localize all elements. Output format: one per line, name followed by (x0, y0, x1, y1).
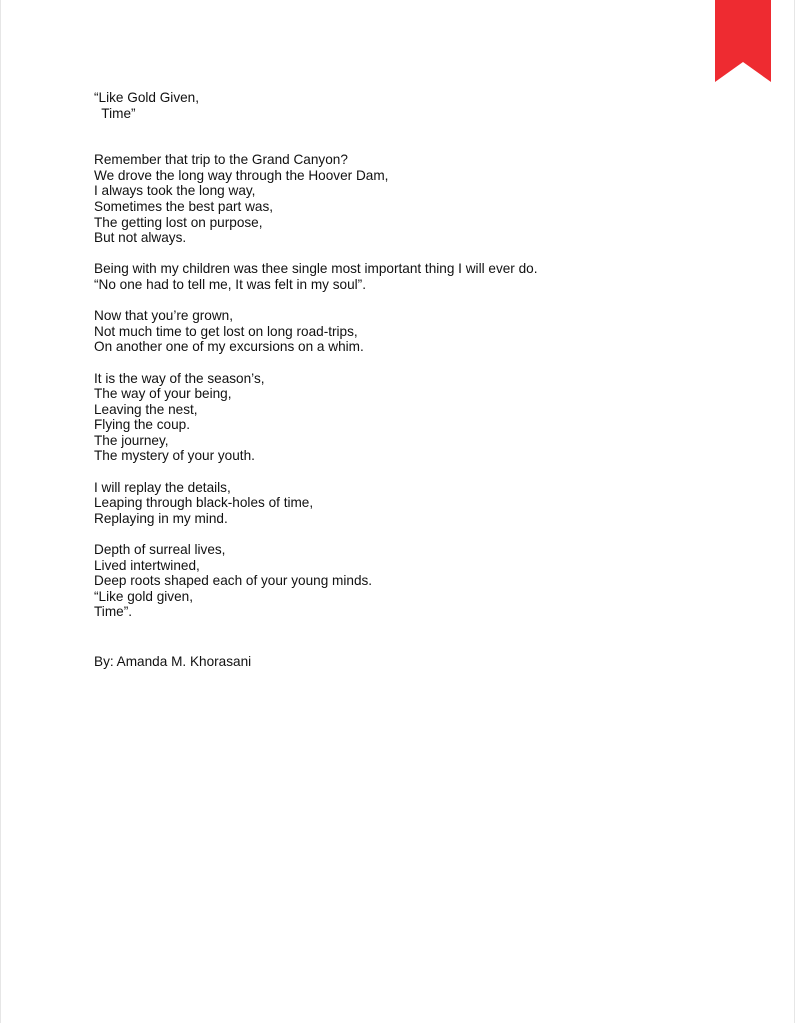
poem-line: Sometimes the best part was, (94, 198, 274, 214)
bookmark-ribbon-icon[interactable] (715, 0, 771, 82)
poem-line: Being with my children was thee single most important thing I will ever do. (94, 261, 538, 277)
poem-title-line: “Like Gold Given, (94, 90, 200, 105)
poem-line: Remember that trip to the Grand Canyon? (94, 152, 348, 168)
poem-line: On another one of my excursions on a whim. (94, 339, 364, 355)
poem-line: The journey, (94, 432, 169, 448)
poem-title-line: Time” (94, 105, 136, 121)
poem-line: But not always. (94, 230, 187, 246)
poem-line: We drove the long way through the Hoover Dam, (94, 167, 389, 183)
stanza (94, 152, 754, 246)
poem-line: “Like gold given, (94, 588, 193, 604)
poem-line: Now that you’re grown, (94, 308, 234, 324)
poem-line: Leaping through black-holes of time, (94, 495, 314, 511)
poem (94, 90, 754, 670)
poem-title (94, 90, 754, 121)
poem-line: Depth of surreal lives, (94, 542, 226, 558)
stanza (94, 308, 754, 355)
poem-line: Replaying in my mind. (94, 510, 228, 526)
poem-line: Deep roots shaped each of your young minds. (94, 573, 373, 589)
poem-line: The mystery of your youth. (94, 448, 255, 464)
poem-line: It is the way of the season’s, (94, 370, 265, 386)
stanza (94, 542, 754, 620)
stanza (94, 371, 754, 465)
poem-line: I always took the long way, (94, 183, 256, 199)
poem-line: I will replay the details, (94, 479, 231, 495)
poem-line: Flying the coup. (94, 417, 190, 433)
stanza (94, 261, 754, 292)
poem-line: The way of your being, (94, 386, 232, 402)
poem-line: Leaving the nest, (94, 401, 198, 417)
poem-line: Time”. (94, 604, 133, 620)
poem-line: Lived intertwined, (94, 557, 200, 573)
poem-line: “No one had to tell me, It was felt in my soul”. (94, 276, 366, 292)
poem-line: The getting lost on purpose, (94, 214, 263, 230)
poem-line: Not much time to get lost on long road-trips, (94, 323, 358, 339)
author-byline: By: Amanda M. Khorasani (94, 654, 252, 669)
stanza (94, 480, 754, 527)
